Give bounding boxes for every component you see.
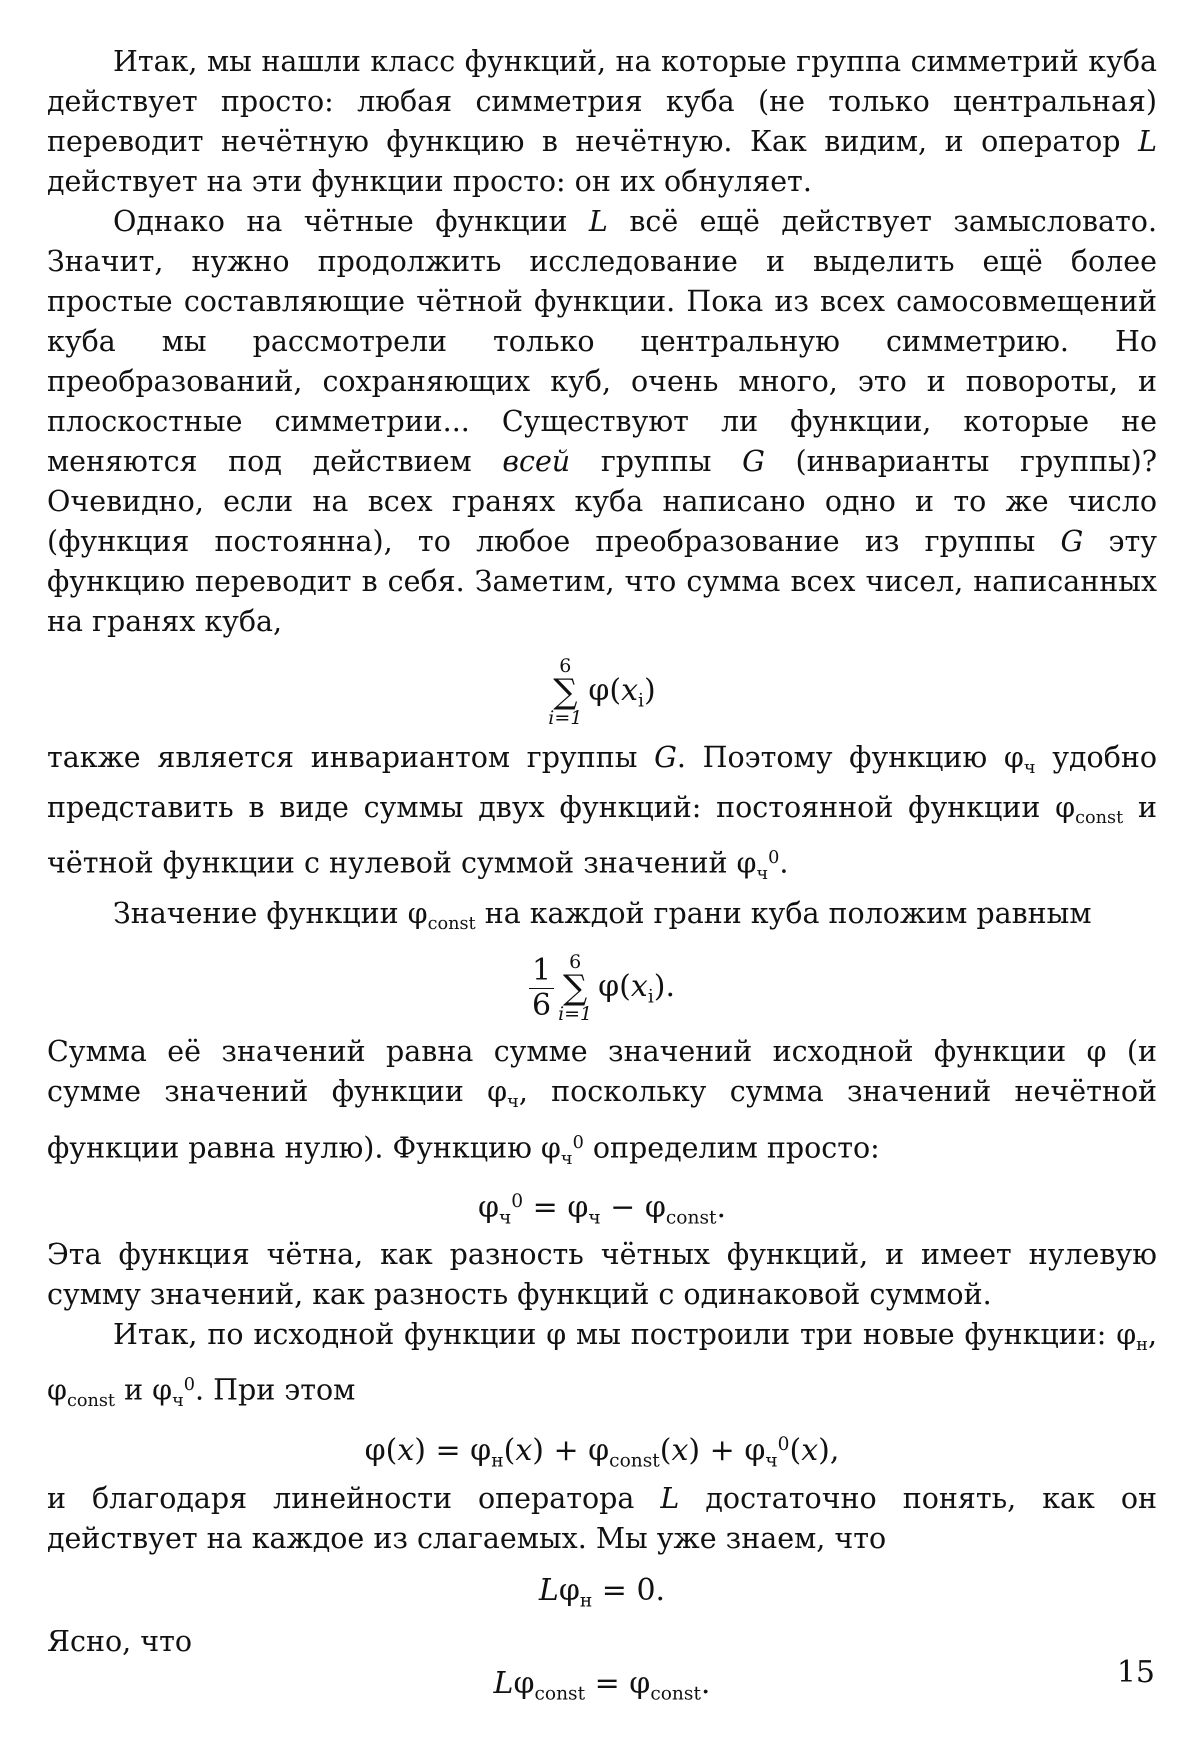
equation-sum: 6 ∑ i=1 $\varphi(x_i)$ [548, 655, 656, 729]
equation-phi0: $\varphi_ч^0 = \varphi_ч - \varphi_{const}$. [477, 1190, 727, 1229]
paragraph-2: Однако на чётные функции L всё ещё действует замысловато. Значит, нужно продолжить исследование и выделить ещё более простые составляющие чётной функции. Пока из всех самосовмещений куба мы рассмотрели только центральную симметрию. Но преобразований, сохраняющих куб, очень много, это и повороты, и плоскостные симметрии... Существуют ли функции, которые не меняются под действием всей группы G (инварианты группы)? Очевидно, если на всех гранях куба написано одно и то же число (функция постоянна), то любое преобразование из группы G эту функцию переводит в себя. Заметим, что сумма всех чисел, написанных на гранях куба, [47, 205, 1158, 638]
equation-L-phi-const: $L\varphi_{const} = \varphi_{const}$. [493, 1665, 711, 1705]
paragraph-8: и благодаря линейности оператора L достаточно понять, как он действует на каждое из слагаемых. Мы уже знаем, что [47, 1482, 1157, 1556]
paragraph-6: Эта функция чётна, как разность чётных функций, и имеет нулевую сумму значений, как разность функций с одинаковой суммой. [47, 1237, 1157, 1311]
paragraph-7: Итак, по исходной функции φ мы построили три новые функции: $\varphi_н$, $\varphi_{const}$ и $\varphi_ч^0$. При этом [47, 1317, 1157, 1411]
paragraph-3: также является инвариантом группы G. Поэтому функцию $\varphi_ч$ удобно представить в виде суммы двух функций: постоянной функции $\varphi_{const}$ и чётной функции с нулевой суммой значений $\varphi_ч^0$. [47, 741, 1158, 885]
page-body [47, 42, 1157, 1704]
equation-mean: $\frac{1}{6}$ 6 ∑ i=1 $\varphi(x_i)$. [47, 952, 1157, 1024]
paragraph-4: Значение функции $\varphi_{const}$ на каждой грани куба положим равным [113, 897, 1092, 935]
equation-decomposition: $\varphi(x) = \varphi_н(x) + \varphi_{const}(x) + \varphi_ч^0(x)$, [364, 1432, 840, 1472]
paragraph-9: Ясно, что [47, 1624, 193, 1658]
page-number: 15 [1116, 1655, 1155, 1690]
paragraph-5: Сумма её значений равна сумме значений исходной функции φ (и сумме значений функции $\varphi_ч$, поскольку сумма значений нечётной функции равна нулю). Функцию $\varphi_ч^0$ определим просто: [47, 1035, 1157, 1169]
paragraph-1: Итак, мы нашли класс функций, на которые группа симметрий куба действует просто: любая симметрия куба (не только центральная) переводит нечётную функцию в нечётную. Как видим, и оператор L действует на эти функции просто: он их обнуляет. [47, 45, 1157, 198]
equation-L-phi-n: $L\varphi_н = 0$. [538, 1573, 666, 1612]
